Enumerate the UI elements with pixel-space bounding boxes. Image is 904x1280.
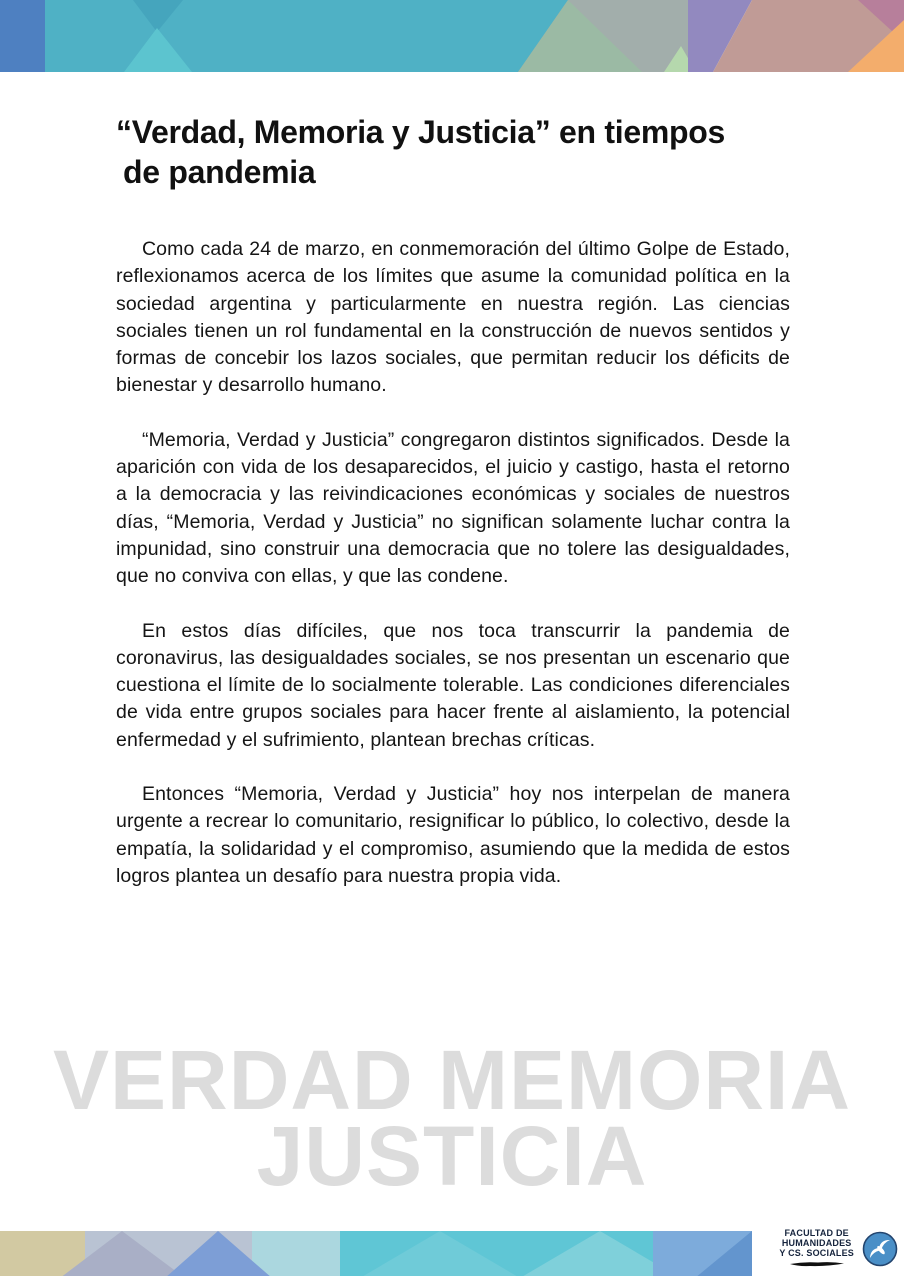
page-title — [116, 112, 790, 192]
body-paragraph: Entonces “Memoria, Verdad y Justicia” hoy nos interpelan de manera urgente a recrear lo comunitario, resignificar lo público, lo colectivo, desde la empatía, la solidaridad y el compromiso, asumiendo que la medida de estos logros plantea un desafío para nuestra propia vida. — [116, 783, 790, 887]
faculty-name-line2: HUMANIDADES — [781, 1238, 852, 1248]
faculty-logo-box — [752, 1218, 904, 1280]
faculty-name — [779, 1228, 854, 1270]
watermark-text — [0, 1033, 904, 1203]
body-paragraph: Como cada 24 de marzo, en conmemoración del último Golpe de Estado, reflexionamos acerca de los límites que asume la comunidad política en la sociedad argentina y particularmente en nuestra región. Las ciencias sociales tienen un rol fundamental en la construcción de nuevos sentidos y formas de concebir los lazos sociales, que permitan reducir los déficits de bienestar y desarrollo humano. — [116, 238, 790, 397]
brush-stroke-icon — [788, 1261, 846, 1268]
faculty-name-line3: Y CS. SOCIALES — [779, 1248, 854, 1258]
body-paragraph: En estos días difíciles, que nos toca transcurrir la pandemia de coronavirus, las desigualdades sociales, se nos presentan un escenario que cuestiona el límite de lo socialmente tolerable. Las condiciones diferenciales de vida entre grupos sociales para hacer frente al aislamiento, la potencial enfermedad y el sufrimiento, plantean brechas críticas. — [116, 619, 790, 751]
page-title-line2: de pandemia — [123, 154, 316, 190]
paragraph-block — [116, 236, 790, 890]
watermark-line1: VERDAD MEMORIA — [52, 1033, 851, 1127]
page-title-line1: “Verdad, Memoria y Justicia” en tiempos — [116, 114, 725, 150]
watermark-line2: JUSTICIA — [256, 1109, 648, 1203]
university-bird-logo-icon — [862, 1231, 898, 1267]
body-paragraph: “Memoria, Verdad y Justicia” congregaron distintos significados. Desde la aparición con vida de los desaparecidos, el juicio y castigo, hasta el retorno a la democracia y las reivindicaciones económicas y sociales de nuestros días, “Memoria, Verdad y Justicia” no significan solamente luchar contra la impunidad, sino construir una democracia que no tolere las desigualdades, que no conviva con ellas, y que las condene. — [116, 428, 790, 588]
faculty-name-line1: FACULTAD DE — [784, 1228, 849, 1238]
